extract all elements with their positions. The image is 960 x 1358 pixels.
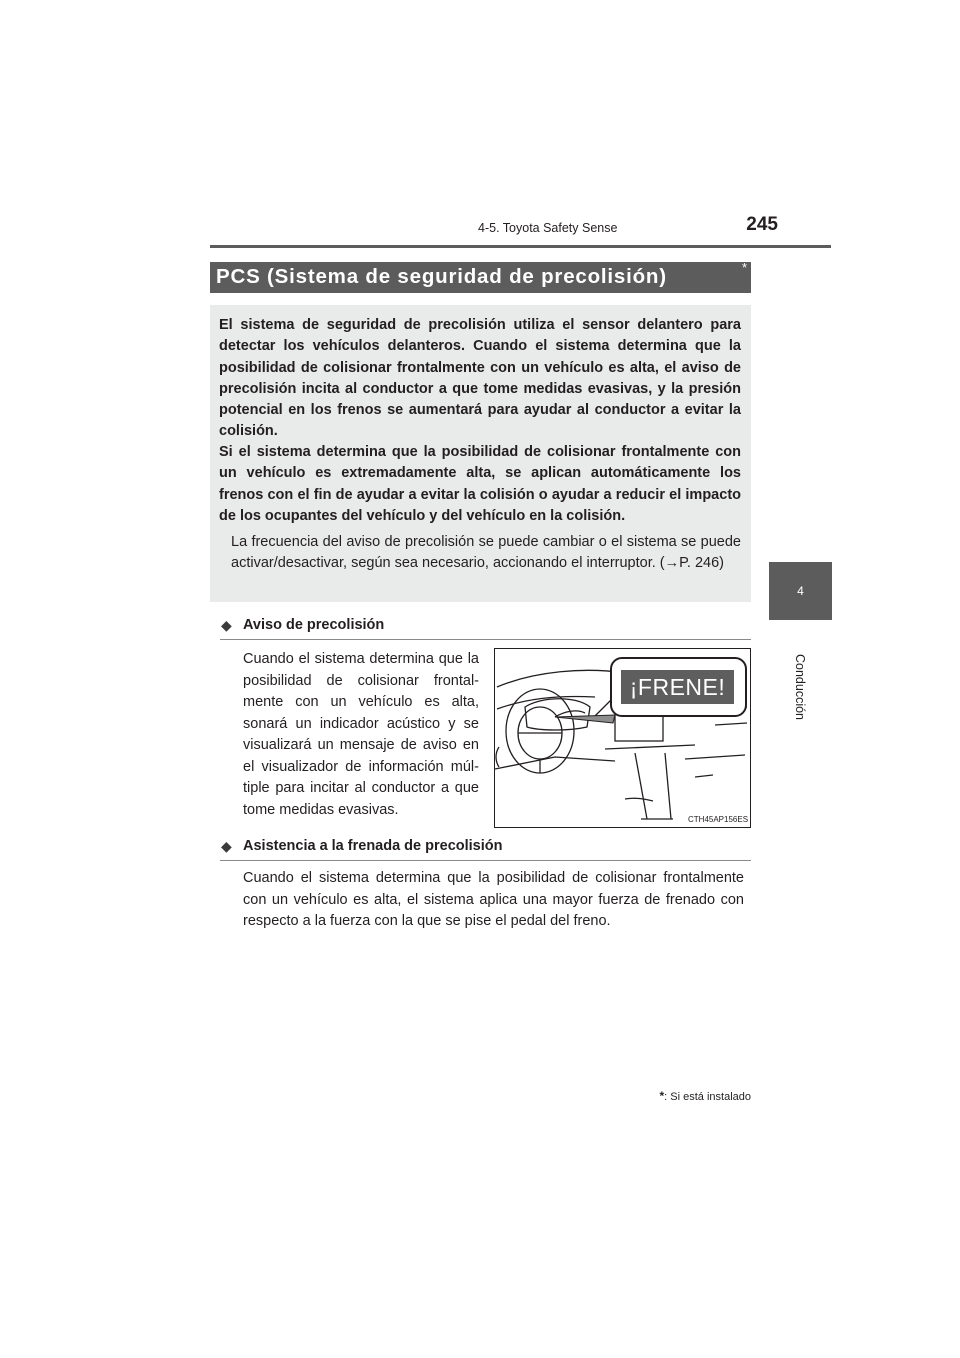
section-body: Cuando el sistema determina que la posibilidad de colisionar frontalmente con un vehículo es alta, el sistema aplica una mayor fuerza de frenado con respecto a la fuerza con la que se pise el pedal del freno.: [243, 870, 744, 929]
chapter-title: Conducción: [793, 653, 807, 721]
section-title: Aviso de precolisión: [243, 617, 385, 633]
brake-warning-message: ¡FRENE!: [621, 670, 734, 704]
footnote-marker: *: [659, 1089, 665, 1103]
header-rule: [210, 245, 831, 248]
diamond-bullet: ◆: [221, 617, 232, 633]
diamond-bullet: ◆: [221, 838, 232, 854]
intro-paragraph: Si el sistema determina que la posibilidad de colisionar frontalmente con un vehículo es extremadamente alta, se aplican automáticamente los frenos con el fin de ayudar a evitar la colisión o ayudar a reducir el impacto de los ocupantes del vehículo y del vehículo en la colisión.: [219, 444, 741, 524]
figure-code: CTH45AP156ES: [688, 815, 749, 824]
intro-note: La frecuencia del aviso de precolisión se puede cambiar o el sistema se puede activar/desactivar, según sea necesario, accionando el interruptor. (→P. 246): [231, 534, 741, 572]
section-title: Asistencia a la frenada de precolisión: [243, 838, 503, 854]
footnote: [620, 1089, 751, 1103]
section-body: Cuando el sistema determina que la posibilidad de colisionar frontal-mente con un vehículo es alta, sonará un indicador acústico y se visualizará un mensaje de aviso en el visualizador de información múl-tiple para incitar al conductor a que tome medidas evasivas.: [243, 651, 479, 818]
footnote-text: : Si está instalado: [664, 1091, 751, 1103]
page-number: 245: [746, 214, 778, 235]
page-title: PCS (Sistema de seguridad de precolisión): [216, 265, 667, 288]
dashboard-illustration: [494, 648, 751, 828]
warning-callout: [610, 657, 747, 717]
chapter-tab: 4: [769, 562, 832, 620]
intro-paragraph: El sistema de seguridad de precolisión utiliza el sensor delantero para detectar los vehículos delanteros. Cuando el sistema determina que la posibilidad de colisionar frontalmente con un vehículo es alta, el aviso de precolisión incita al conductor a que tome medidas evasivas, y la presión potencial en los frenos se aumentará para ayudar al conductor a evitar la colisión.: [219, 317, 741, 440]
section-heading: [220, 836, 751, 861]
installed-marker: *: [742, 260, 748, 275]
header-section-title: 4-5. Toyota Safety Sense: [478, 221, 618, 235]
page-title-bar: [210, 262, 751, 293]
section-heading: [220, 615, 751, 640]
chapter-label: [788, 632, 812, 742]
intro-box: [210, 305, 751, 602]
